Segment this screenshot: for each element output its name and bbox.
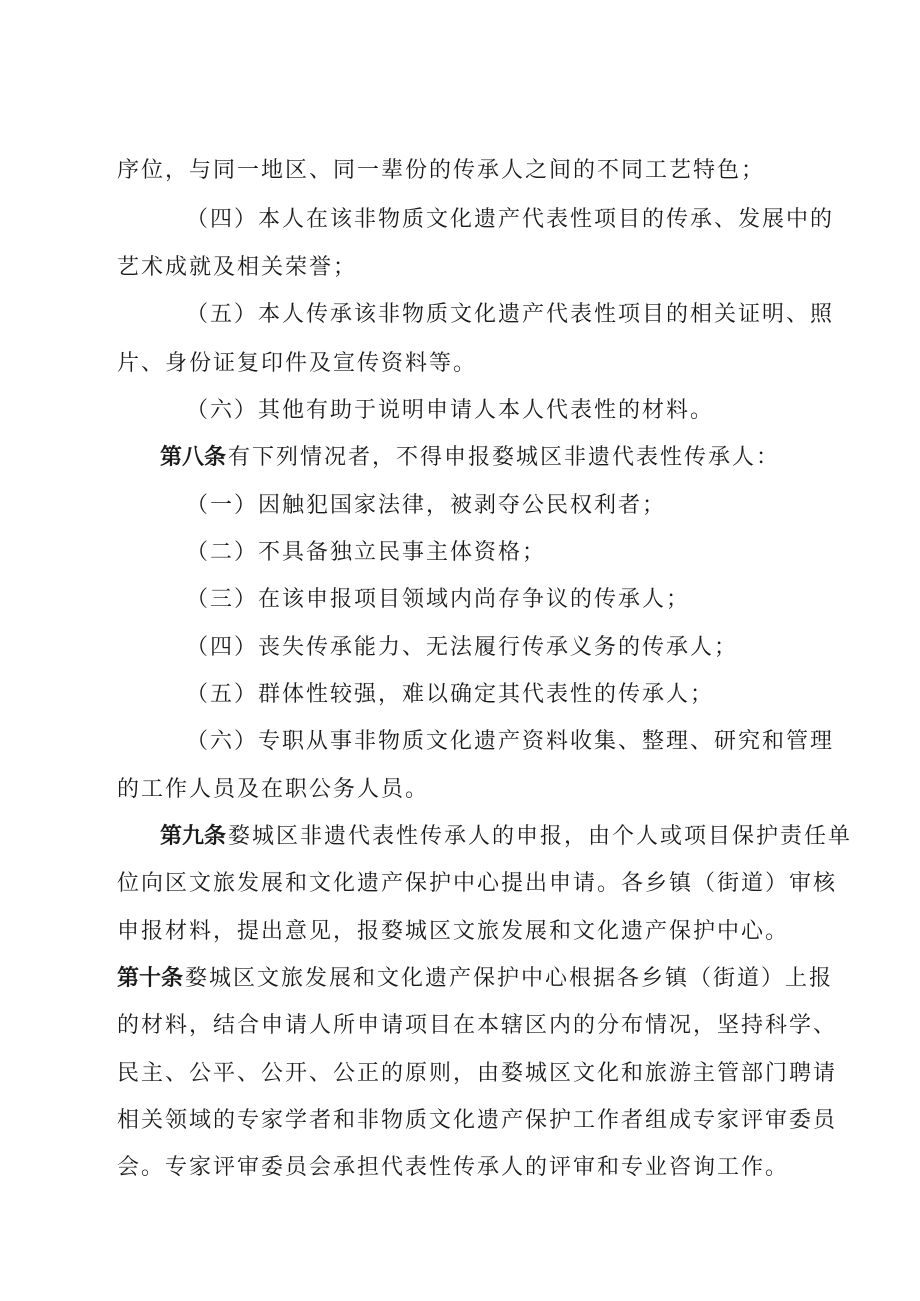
text-line: （一）因触犯国家法律，被剥夺公民权利者； <box>186 493 667 518</box>
text-line: （四）丧失传承能力、无法履行传承义务的传承人； <box>186 635 739 660</box>
text-line: （三）在该申报项目领域内尚存争议的传承人； <box>186 587 691 612</box>
text-line: 位向区文旅发展和文化遗产保护中心提出申请。各乡镇（街道）审核 <box>117 871 838 896</box>
text-line: 的工作人员及在职公务人员。 <box>117 777 430 802</box>
article-number: 第十条 <box>117 966 184 991</box>
text-line: 片、身份证复印件及宣传资料等。 <box>117 351 478 376</box>
text-line: （二）不具备独立民事主体资格； <box>186 540 547 565</box>
article-10-line: 第十条婺城区文旅发展和文化遗产保护中心根据各乡镇（街道）上报 <box>117 966 834 991</box>
text-line: （四）本人在该非物质文化遗产代表性项目的传承、发展中的 <box>186 207 835 232</box>
text-line: 序位，与同一地区、同一辈份的传承人之间的不同工艺特色； <box>117 158 766 183</box>
article-number: 第九条 <box>160 824 227 849</box>
text-line: 会。专家评审委员会承担代表性传承人的评审和专业咨询工作。 <box>117 1155 790 1180</box>
text-line: 相关领域的专家学者和非物质文化遗产保护工作者组成专家评审委员 <box>117 1108 838 1133</box>
text-line: 艺术成就及相关荣誉； <box>117 255 358 280</box>
text-line: 民主、公平、公开、公正的原则，由婺城区文化和旅游主管部门聘请 <box>117 1061 838 1086</box>
text-line: （五）群体性较强，难以确定其代表性的传承人； <box>186 682 715 707</box>
article-9-line: 第九条婺城区非遗代表性传承人的申报，由个人或项目保护责任单 <box>160 824 853 849</box>
text-line: （六）专职从事非物质文化遗产资料收集、整理、研究和管理 <box>186 729 835 754</box>
text-line: 申报材料，提出意见，报婺城区文旅发展和文化遗产保护中心。 <box>117 919 790 944</box>
article-number: 第八条 <box>160 445 227 470</box>
article-8-line: 第八条有下列情况者，不得申报婺城区非遗代表性传承人： <box>160 445 781 470</box>
text-line: （六）其他有助于说明申请人本人代表性的材料。 <box>186 398 715 423</box>
text-line: （五）本人传承该非物质文化遗产代表性项目的相关证明、照 <box>186 302 835 327</box>
text-line: 的材料，结合申请人所申请项目在本辖区内的分布情况，坚持科学、 <box>117 1013 838 1038</box>
